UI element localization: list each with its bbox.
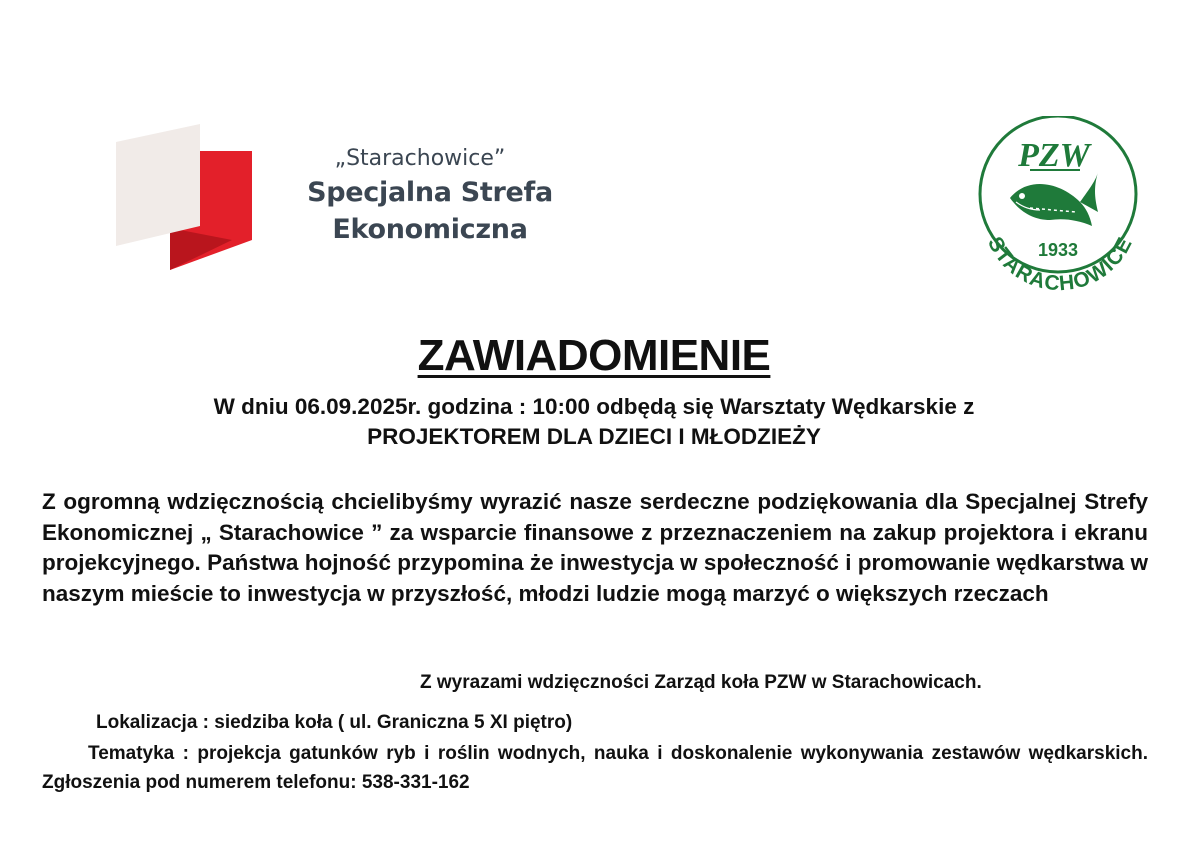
pzw-emblem	[968, 116, 1152, 300]
fish-icon	[1010, 172, 1098, 226]
topic-info: Tematyka : projekcja gatunków ryb i roślin wodnych, nauka i doskonalenie wykonywania zestawów wędkarskich. Zgłoszenia pod numerem telefonu: 538-331-162	[42, 743, 1148, 793]
signature: Z wyrazami wdzięczności Zarząd koła PZW w Starachowicach.	[420, 672, 982, 693]
sse-name-line1: Specjalna Strefa	[307, 177, 553, 208]
pzw-year: 1933	[1037, 240, 1079, 260]
pzw-ring-text: STARACHOWICE	[982, 233, 1138, 296]
page-title	[0, 330, 1188, 382]
sse-quote-line: „Starachowice”	[334, 146, 506, 171]
sse-name-line2: Ekonomiczna	[332, 214, 528, 245]
pzw-logo	[968, 116, 1152, 300]
sse-logo-mark	[112, 118, 262, 273]
sse-logo	[112, 118, 262, 273]
location-info: Lokalizacja : siedziba koła ( ul. Graniczna 5 XI piętro)	[96, 712, 573, 733]
announcement-line2: PROJEKTOREM DLA DZIECI I MŁODZIEŻY	[367, 424, 821, 449]
title-text: ZAWIADOMIENIE	[417, 331, 771, 380]
announcement-line1: W dniu 06.09.2025r. godzina : 10:00 odbędą się Warsztaty Wędkarskie z	[213, 394, 975, 419]
pzw-text: PZW	[1018, 137, 1090, 174]
thanks-paragraph: Z ogromną wdzięcznością chcielibyśmy wyrazić nasze serdeczne podziękowania dla Specjalnej Strefy Ekonomicznej „ Starachowice ” za wsparcie finansowe z przeznaczeniem na zakup projektora i ekranu projekcyjnego. Państwa hojność przypomina że inwestycja w społeczność i promowanie wędkarstwa w naszym mieście to inwestycja w przyszłość, młodzi ludzie mogą marzyć o większych rzeczach	[42, 489, 1148, 606]
sse-logo-text	[300, 144, 560, 248]
announcement	[60, 392, 1128, 452]
